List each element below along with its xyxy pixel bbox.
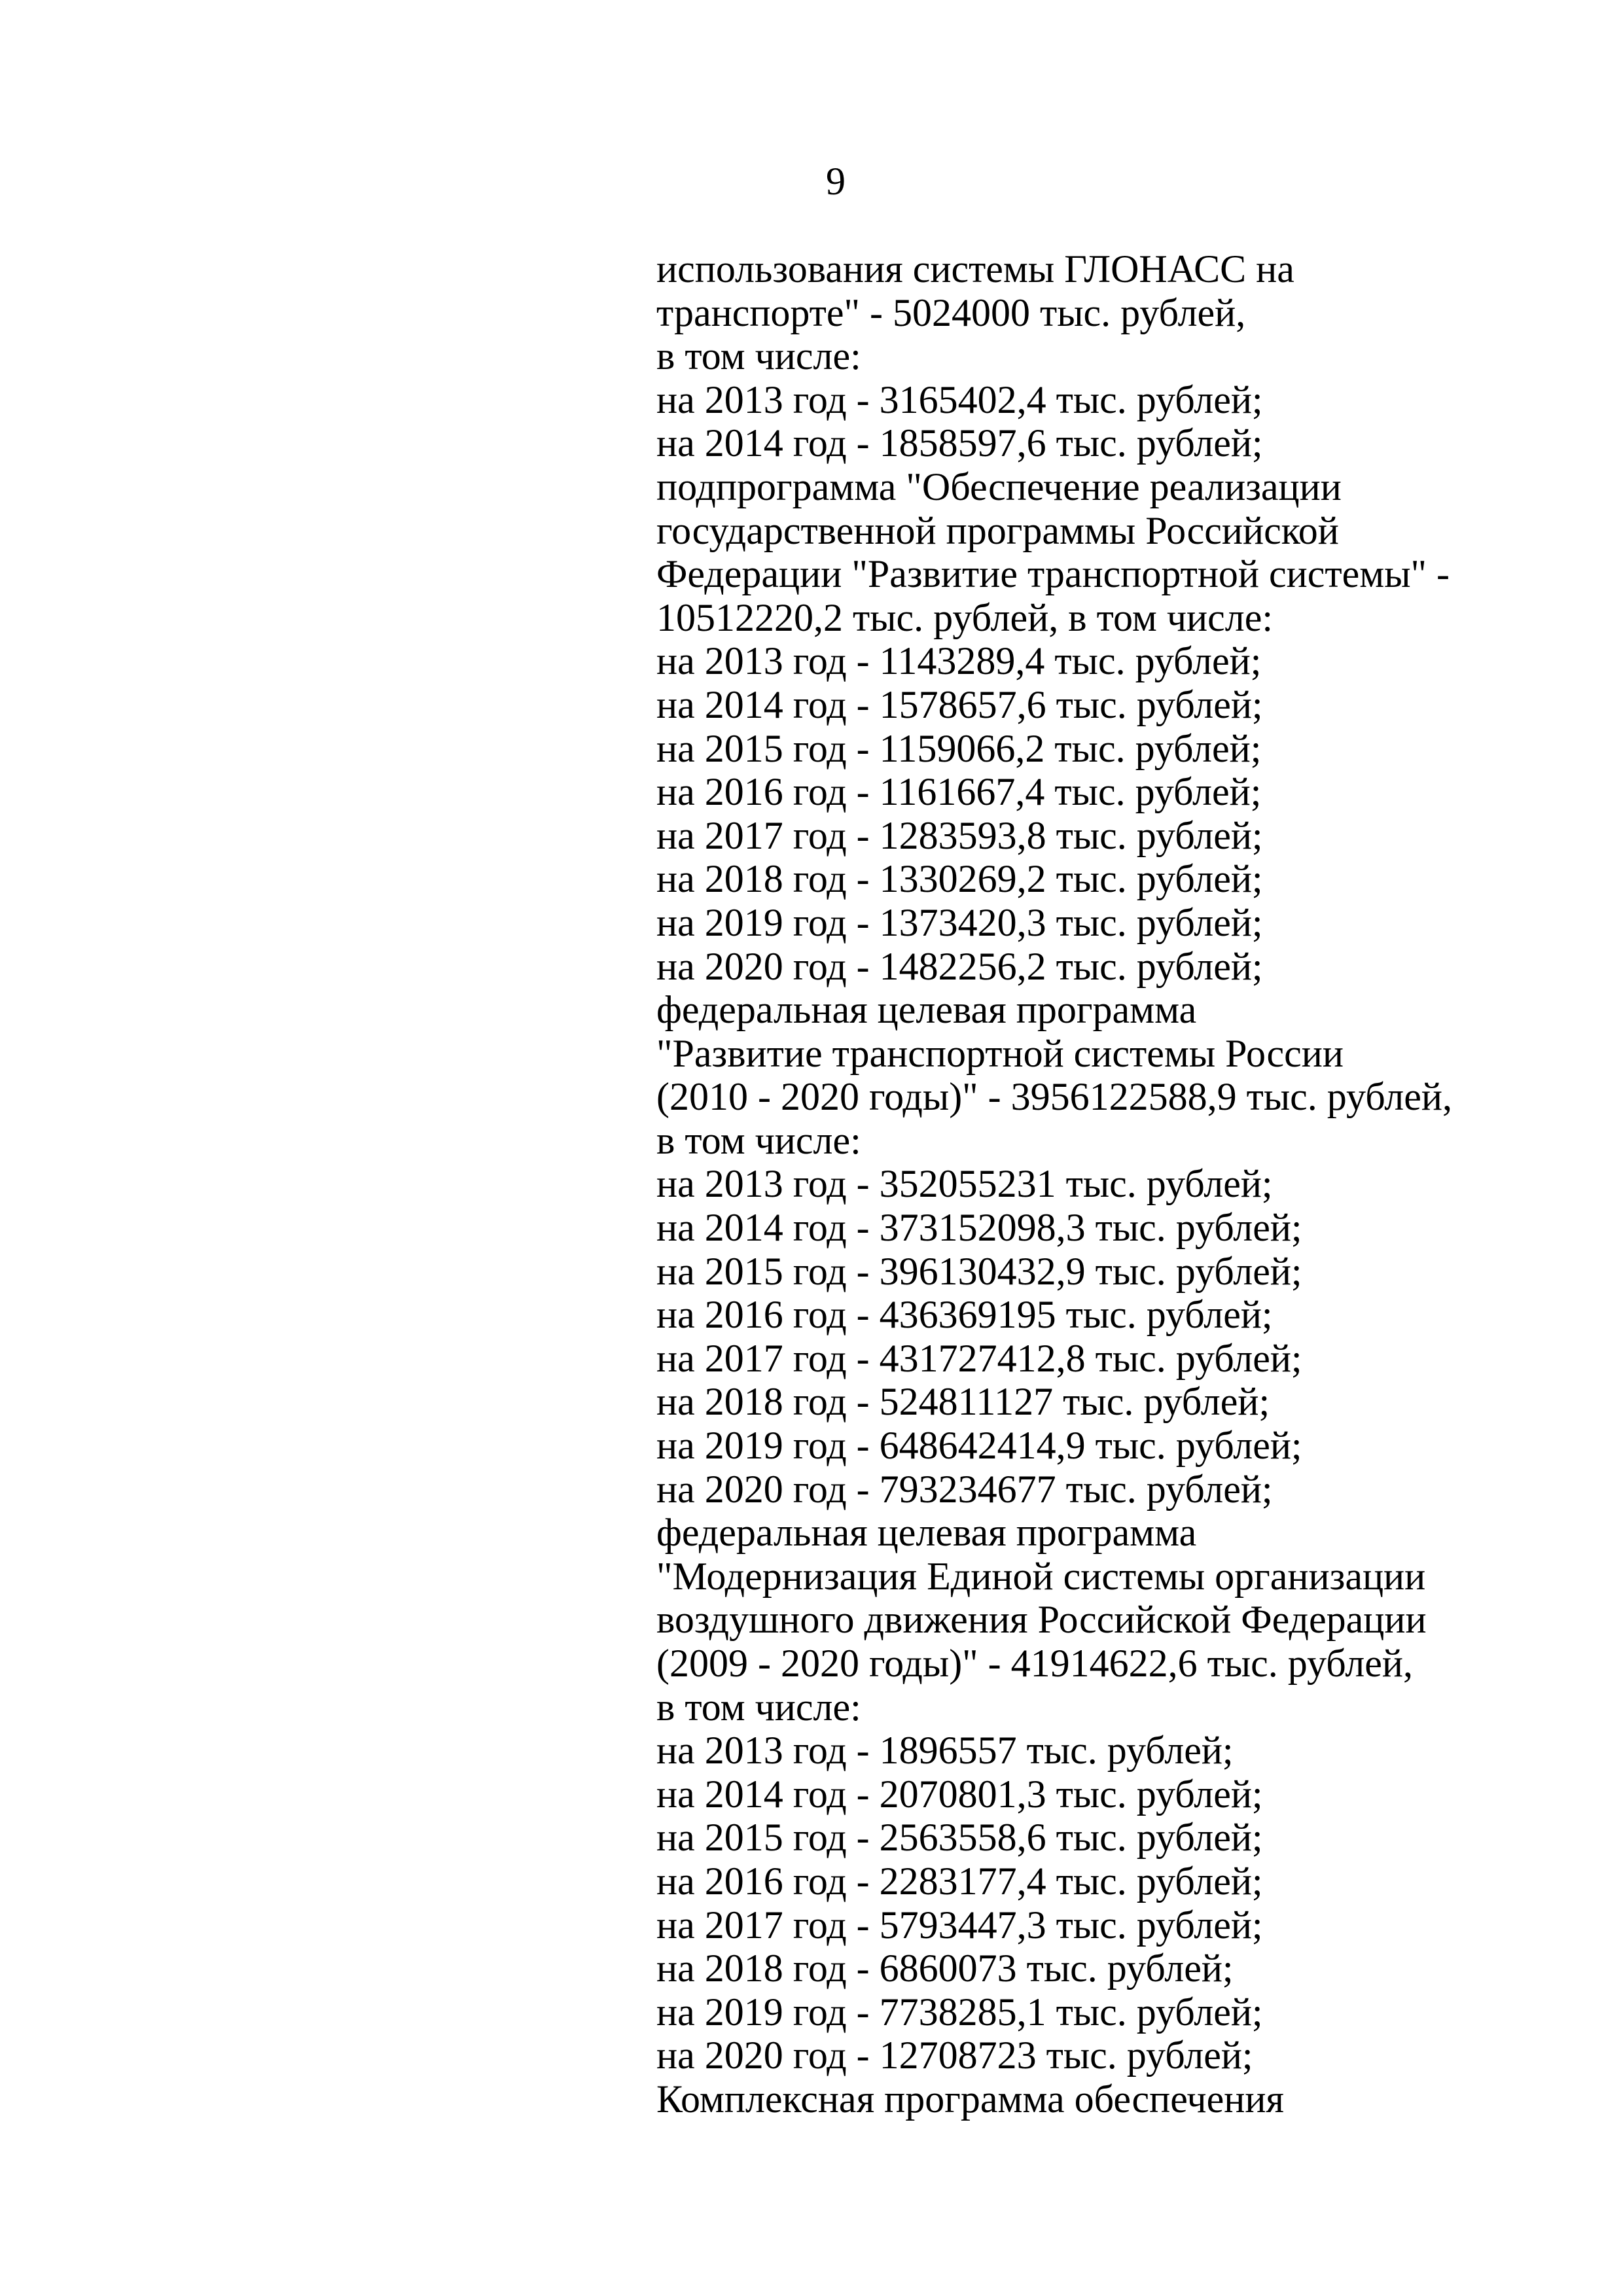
text-line: на 2020 год - 1482256,2 тыс. рублей; [656,944,1263,988]
text-line: федеральная целевая программа [656,1511,1197,1555]
text-line: на 2014 год - 2070801,3 тыс. рублей; [656,1772,1263,1816]
text-line: на 2017 год - 431727412,8 тыс. рублей; [656,1336,1302,1380]
text-line: на 2016 год - 2283177,4 тыс. рублей; [656,1859,1263,1903]
text-line: федеральная целевая программа [656,988,1197,1032]
text-line: на 2015 год - 2563558,6 тыс. рублей; [656,1816,1263,1860]
text-line: на 2014 год - 1858597,6 тыс. рублей; [656,421,1263,465]
text-line: использования системы ГЛОНАСС на [656,247,1294,291]
text-line: на 2020 год - 793234677 тыс. рублей; [656,1467,1273,1511]
text-line: на 2013 год - 352055231 тыс. рублей; [656,1162,1273,1206]
text-line: на 2014 год - 373152098,3 тыс. рублей; [656,1206,1302,1250]
text-line: Федерации "Развитие транспортной системы" - [656,552,1450,596]
text-line: Комплексная программа обеспечения [656,2077,1285,2121]
text-line: воздушного движения Российской Федерации [656,1598,1427,1642]
text-line: "Модернизация Единой системы организации [656,1554,1426,1598]
text-line: 10512220,2 тыс. рублей, в том числе: [656,595,1274,639]
text-line: на 2015 год - 396130432,9 тыс. рублей; [656,1249,1302,1293]
text-line: на 2013 год - 1143289,4 тыс. рублей; [656,639,1262,683]
text-line: на 2019 год - 1373420,3 тыс. рублей; [656,900,1263,944]
document-body [656,247,1507,2121]
text-line: на 2015 год - 1159066,2 тыс. рублей; [656,726,1262,770]
text-line: на 2017 год - 1283593,8 тыс. рублей; [656,813,1263,857]
text-line: подпрограмма "Обеспечение реализации [656,465,1342,508]
text-line: на 2019 год - 648642414,9 тыс. рублей; [656,1424,1302,1468]
text-line: на 2019 год - 7738285,1 тыс. рублей; [656,1990,1263,2034]
text-line: на 2017 год - 5793447,3 тыс. рублей; [656,1903,1263,1947]
text-line: на 2013 год - 3165402,4 тыс. рублей; [656,378,1263,421]
text-line: на 2013 год - 1896557 тыс. рублей; [656,1729,1234,1773]
text-line: в том числе: [656,1685,861,1729]
text-line: "Развитие транспортной системы России [656,1031,1344,1075]
text-line: в том числе: [656,1118,861,1162]
text-line: на 2016 год - 1161667,4 тыс. рублей; [656,770,1262,814]
text-line: на 2018 год - 6860073 тыс. рублей; [656,1947,1234,1990]
text-line: на 2018 год - 524811127 тыс. рублей; [656,1380,1270,1424]
text-line: (2010 - 2020 годы)" - 3956122588,9 тыс. рублей, [656,1075,1452,1119]
text-line: на 2014 год - 1578657,6 тыс. рублей; [656,682,1263,726]
text-line: транспорте" - 5024000 тыс. рублей, [656,291,1246,334]
page-number: 9 [826,160,846,203]
text-line: на 2018 год - 1330269,2 тыс. рублей; [656,857,1263,901]
text-line: (2009 - 2020 годы)" - 41914622,6 тыс. рублей, [656,1642,1413,1685]
text-line: на 2020 год - 12708723 тыс. рублей; [656,2034,1253,2077]
text-line: на 2016 год - 436369195 тыс. рублей; [656,1293,1273,1337]
text-line: в том числе: [656,334,861,378]
text-line: государственной программы Российской [656,508,1339,552]
